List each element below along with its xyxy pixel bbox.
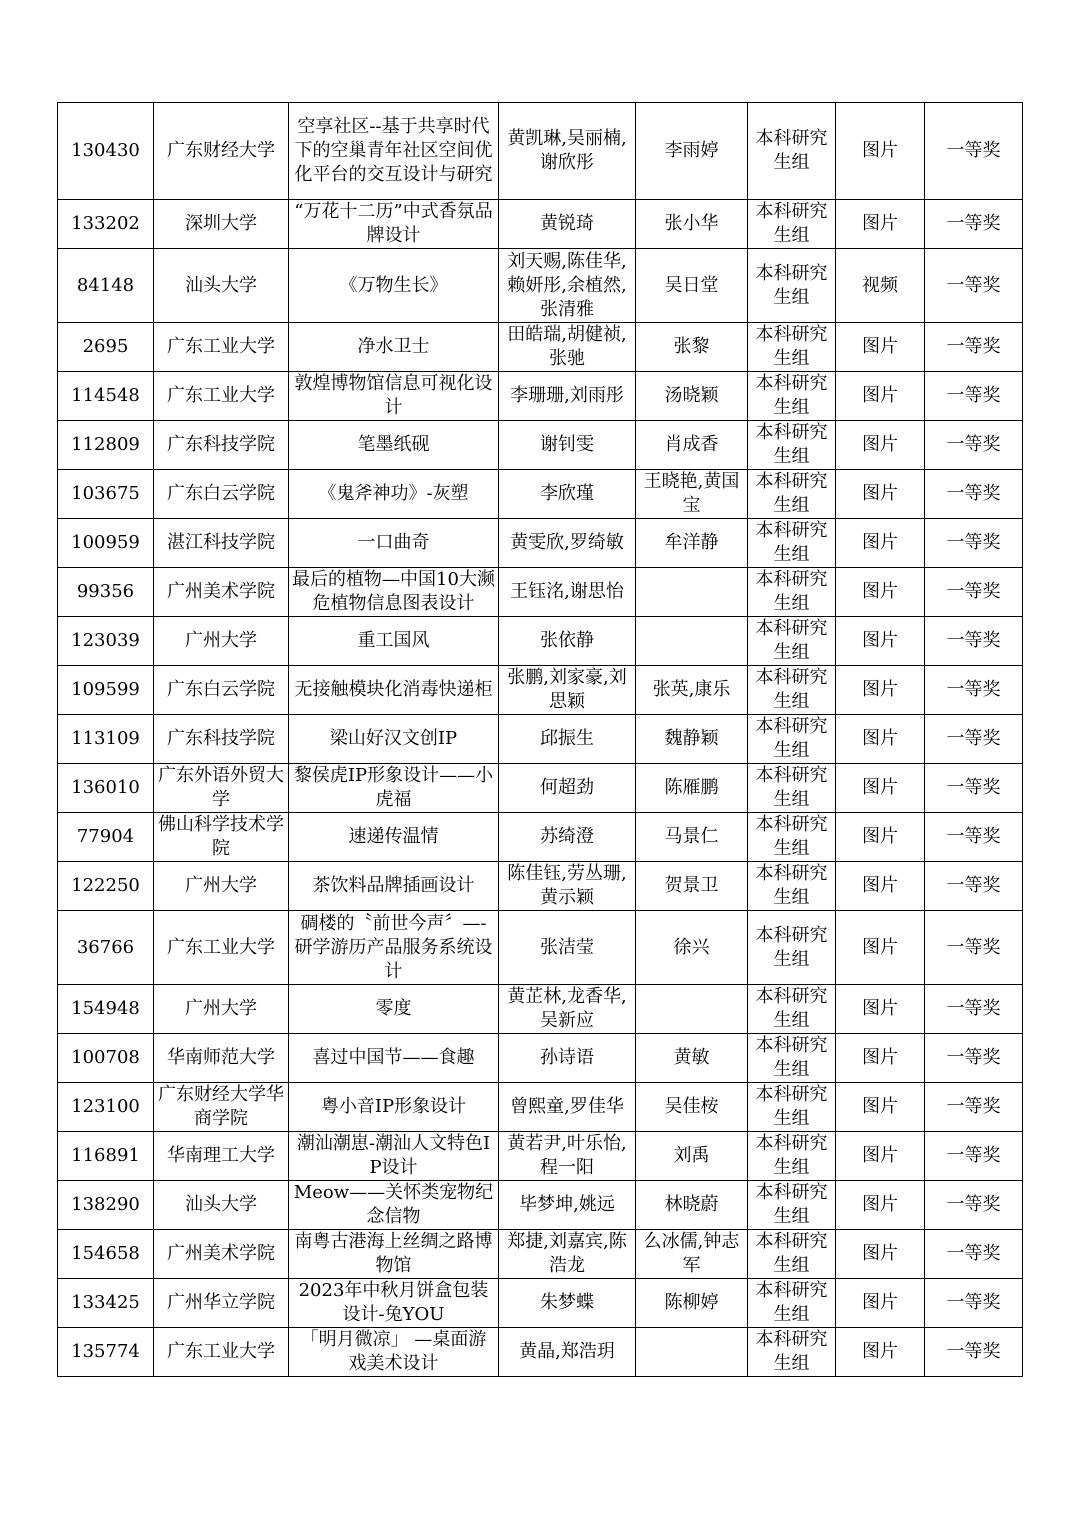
group-cell: 本科研究生组: [748, 372, 836, 421]
table-row: [58, 249, 1023, 323]
authors-cell: 黄锐琦: [499, 200, 636, 249]
authors-cell: 黄晶,郑浩玥: [499, 1328, 636, 1377]
media-type-cell: 图片: [836, 666, 925, 715]
school-cell: 广东工业大学: [154, 372, 289, 421]
media-type-cell: 图片: [836, 568, 925, 617]
entry-id-cell: 135774: [58, 1328, 154, 1377]
school-cell: 广州大学: [154, 862, 289, 911]
award-cell: 一等奖: [925, 1328, 1023, 1377]
advisor-cell: 吴日堂: [636, 249, 748, 323]
entry-id-cell: 100708: [58, 1034, 154, 1083]
authors-cell: 孙诗语: [499, 1034, 636, 1083]
work-title-cell: 笔墨纸砚: [289, 421, 499, 470]
work-title-cell: 最后的植物—中国10大濒危植物信息图表设计: [289, 568, 499, 617]
group-cell: 本科研究生组: [748, 249, 836, 323]
media-type-cell: 图片: [836, 470, 925, 519]
school-cell: 汕头大学: [154, 249, 289, 323]
school-cell: 广州大学: [154, 617, 289, 666]
school-cell: 湛江科技学院: [154, 519, 289, 568]
advisor-cell: 魏静颖: [636, 715, 748, 764]
award-cell: 一等奖: [925, 470, 1023, 519]
work-title-cell: 黎侯虎IP形象设计——小虎福: [289, 764, 499, 813]
work-title-cell: 重工国风: [289, 617, 499, 666]
awards-table: [57, 102, 1023, 1377]
media-type-cell: 图片: [836, 323, 925, 372]
school-cell: 广州美术学院: [154, 1230, 289, 1279]
table-row: [58, 862, 1023, 911]
advisor-cell: 刘禹: [636, 1132, 748, 1181]
award-cell: 一等奖: [925, 249, 1023, 323]
work-title-cell: 2023年中秋月饼盒包装设计-兔YOU: [289, 1279, 499, 1328]
table-row: [58, 666, 1023, 715]
group-cell: 本科研究生组: [748, 862, 836, 911]
entry-id-cell: 36766: [58, 911, 154, 985]
authors-cell: 朱梦蝶: [499, 1279, 636, 1328]
entry-id-cell: 116891: [58, 1132, 154, 1181]
award-cell: 一等奖: [925, 1230, 1023, 1279]
table-row: [58, 103, 1023, 200]
media-type-cell: 图片: [836, 103, 925, 200]
group-cell: 本科研究生组: [748, 1230, 836, 1279]
entry-id-cell: 154658: [58, 1230, 154, 1279]
table-row: [58, 985, 1023, 1034]
group-cell: 本科研究生组: [748, 470, 836, 519]
media-type-cell: 图片: [836, 715, 925, 764]
advisor-cell: 王晓艳,黄国宝: [636, 470, 748, 519]
authors-cell: 黄雯欣,罗绮敏: [499, 519, 636, 568]
authors-cell: 何超劲: [499, 764, 636, 813]
award-cell: 一等奖: [925, 813, 1023, 862]
advisor-cell: 贺景卫: [636, 862, 748, 911]
entry-id-cell: 103675: [58, 470, 154, 519]
work-title-cell: 南粤古港海上丝绸之路博物馆: [289, 1230, 499, 1279]
table-row: [58, 1230, 1023, 1279]
award-cell: 一等奖: [925, 103, 1023, 200]
media-type-cell: 视频: [836, 249, 925, 323]
entry-id-cell: 112809: [58, 421, 154, 470]
table-row: [58, 1132, 1023, 1181]
award-cell: 一等奖: [925, 764, 1023, 813]
advisor-cell: 马景仁: [636, 813, 748, 862]
advisor-cell: 肖成香: [636, 421, 748, 470]
media-type-cell: 图片: [836, 1034, 925, 1083]
entry-id-cell: 122250: [58, 862, 154, 911]
advisor-cell: [636, 617, 748, 666]
school-cell: 广东财经大学华商学院: [154, 1083, 289, 1132]
work-title-cell: 粤小音IP形象设计: [289, 1083, 499, 1132]
work-title-cell: 喜过中国节——食趣: [289, 1034, 499, 1083]
authors-cell: 张鹏,刘家豪,刘思颖: [499, 666, 636, 715]
work-title-cell: “万花十二历”中式香氛品牌设计: [289, 200, 499, 249]
school-cell: 广东工业大学: [154, 1328, 289, 1377]
school-cell: 广东工业大学: [154, 911, 289, 985]
award-cell: 一等奖: [925, 323, 1023, 372]
advisor-cell: [636, 568, 748, 617]
work-title-cell: 速递传温情: [289, 813, 499, 862]
table-row: [58, 372, 1023, 421]
work-title-cell: 一口曲奇: [289, 519, 499, 568]
school-cell: 广东科技学院: [154, 715, 289, 764]
advisor-cell: 黄敏: [636, 1034, 748, 1083]
work-title-cell: 碉楼的〝前世今声〞—-研学游历产品服务系统设计: [289, 911, 499, 985]
group-cell: 本科研究生组: [748, 421, 836, 470]
award-cell: 一等奖: [925, 911, 1023, 985]
work-title-cell: 潮汕潮崽-潮汕人文特色IP设计: [289, 1132, 499, 1181]
work-title-cell: 空享社区--基于共享时代下的空巢青年社区空间优化平台的交互设计与研究: [289, 103, 499, 200]
group-cell: 本科研究生组: [748, 1083, 836, 1132]
table-row: [58, 421, 1023, 470]
group-cell: 本科研究生组: [748, 1328, 836, 1377]
media-type-cell: 图片: [836, 1230, 925, 1279]
group-cell: 本科研究生组: [748, 985, 836, 1034]
authors-cell: 张依静: [499, 617, 636, 666]
entry-id-cell: 84148: [58, 249, 154, 323]
work-title-cell: Meow——关怀类宠物纪念信物: [289, 1181, 499, 1230]
table-row: [58, 568, 1023, 617]
table-row: [58, 323, 1023, 372]
authors-cell: 毕梦坤,姚远: [499, 1181, 636, 1230]
media-type-cell: 图片: [836, 911, 925, 985]
media-type-cell: 图片: [836, 985, 925, 1034]
media-type-cell: 图片: [836, 519, 925, 568]
work-title-cell: 敦煌博物馆信息可视化设计: [289, 372, 499, 421]
advisor-cell: 陈柳婷: [636, 1279, 748, 1328]
award-cell: 一等奖: [925, 1132, 1023, 1181]
media-type-cell: 图片: [836, 862, 925, 911]
group-cell: 本科研究生组: [748, 1132, 836, 1181]
table-row: [58, 1328, 1023, 1377]
school-cell: 汕头大学: [154, 1181, 289, 1230]
award-cell: 一等奖: [925, 568, 1023, 617]
advisor-cell: 陈雁鹏: [636, 764, 748, 813]
advisor-cell: 张英,康乐: [636, 666, 748, 715]
award-cell: 一等奖: [925, 519, 1023, 568]
authors-cell: 邱振生: [499, 715, 636, 764]
entry-id-cell: 2695: [58, 323, 154, 372]
advisor-cell: 张小华: [636, 200, 748, 249]
table-row: [58, 470, 1023, 519]
authors-cell: 曾熙童,罗佳华: [499, 1083, 636, 1132]
media-type-cell: 图片: [836, 372, 925, 421]
award-cell: 一等奖: [925, 666, 1023, 715]
award-cell: 一等奖: [925, 862, 1023, 911]
table-row: [58, 200, 1023, 249]
authors-cell: 苏绮澄: [499, 813, 636, 862]
entry-id-cell: 130430: [58, 103, 154, 200]
award-cell: 一等奖: [925, 1181, 1023, 1230]
media-type-cell: 图片: [836, 1181, 925, 1230]
group-cell: 本科研究生组: [748, 1034, 836, 1083]
school-cell: 广东白云学院: [154, 666, 289, 715]
advisor-cell: [636, 1328, 748, 1377]
award-cell: 一等奖: [925, 1279, 1023, 1328]
advisor-cell: 张黎: [636, 323, 748, 372]
entry-id-cell: 138290: [58, 1181, 154, 1230]
authors-cell: 陈佳钰,劳丛珊,黄示颖: [499, 862, 636, 911]
group-cell: 本科研究生组: [748, 715, 836, 764]
school-cell: 华南师范大学: [154, 1034, 289, 1083]
entry-id-cell: 99356: [58, 568, 154, 617]
award-cell: 一等奖: [925, 1034, 1023, 1083]
work-title-cell: 《鬼斧神功》-灰塑: [289, 470, 499, 519]
advisor-cell: 汤晓颖: [636, 372, 748, 421]
entry-id-cell: 133425: [58, 1279, 154, 1328]
group-cell: 本科研究生组: [748, 911, 836, 985]
entry-id-cell: 136010: [58, 764, 154, 813]
media-type-cell: 图片: [836, 1132, 925, 1181]
group-cell: 本科研究生组: [748, 103, 836, 200]
advisor-cell: 徐兴: [636, 911, 748, 985]
table-row: [58, 715, 1023, 764]
table-row: [58, 1279, 1023, 1328]
media-type-cell: 图片: [836, 764, 925, 813]
advisor-cell: 林晓蔚: [636, 1181, 748, 1230]
school-cell: 广州美术学院: [154, 568, 289, 617]
media-type-cell: 图片: [836, 1279, 925, 1328]
authors-cell: 刘天赐,陈佳华,赖妍彤,余植然,张清雅: [499, 249, 636, 323]
advisor-cell: 吴佳桉: [636, 1083, 748, 1132]
award-cell: 一等奖: [925, 200, 1023, 249]
table-row: [58, 519, 1023, 568]
work-title-cell: 零度: [289, 985, 499, 1034]
award-cell: 一等奖: [925, 1083, 1023, 1132]
school-cell: 佛山科学技术学院: [154, 813, 289, 862]
media-type-cell: 图片: [836, 617, 925, 666]
work-title-cell: 无接触模块化消毒快递柜: [289, 666, 499, 715]
authors-cell: 郑捷,刘嘉宾,陈浩龙: [499, 1230, 636, 1279]
award-cell: 一等奖: [925, 421, 1023, 470]
group-cell: 本科研究生组: [748, 764, 836, 813]
school-cell: 广东财经大学: [154, 103, 289, 200]
advisor-cell: 牟洋静: [636, 519, 748, 568]
school-cell: 华南理工大学: [154, 1132, 289, 1181]
award-cell: 一等奖: [925, 985, 1023, 1034]
advisor-cell: [636, 985, 748, 1034]
table-row: [58, 813, 1023, 862]
authors-cell: 黄若尹,叶乐怡,程一阳: [499, 1132, 636, 1181]
group-cell: 本科研究生组: [748, 1279, 836, 1328]
work-title-cell: 净水卫士: [289, 323, 499, 372]
group-cell: 本科研究生组: [748, 666, 836, 715]
authors-cell: 黄芷林,龙香华,吴新应: [499, 985, 636, 1034]
award-cell: 一等奖: [925, 715, 1023, 764]
work-title-cell: 茶饮料品牌插画设计: [289, 862, 499, 911]
group-cell: 本科研究生组: [748, 813, 836, 862]
authors-cell: 谢钊雯: [499, 421, 636, 470]
school-cell: 广州华立学院: [154, 1279, 289, 1328]
entry-id-cell: 154948: [58, 985, 154, 1034]
table-row: [58, 1034, 1023, 1083]
table-row: [58, 764, 1023, 813]
group-cell: 本科研究生组: [748, 617, 836, 666]
school-cell: 广州大学: [154, 985, 289, 1034]
group-cell: 本科研究生组: [748, 200, 836, 249]
entry-id-cell: 123100: [58, 1083, 154, 1132]
group-cell: 本科研究生组: [748, 323, 836, 372]
authors-cell: 李珊珊,刘雨彤: [499, 372, 636, 421]
school-cell: 广东科技学院: [154, 421, 289, 470]
advisor-cell: 李雨婷: [636, 103, 748, 200]
work-title-cell: 梁山好汉文创IP: [289, 715, 499, 764]
authors-cell: 黄凯琳,吴丽楠,谢欣彤: [499, 103, 636, 200]
media-type-cell: 图片: [836, 813, 925, 862]
entry-id-cell: 123039: [58, 617, 154, 666]
authors-cell: 张洁莹: [499, 911, 636, 985]
advisor-cell: 么冰儒,钟志军: [636, 1230, 748, 1279]
entry-id-cell: 133202: [58, 200, 154, 249]
table-row: [58, 911, 1023, 985]
media-type-cell: 图片: [836, 200, 925, 249]
table-row: [58, 1181, 1023, 1230]
group-cell: 本科研究生组: [748, 519, 836, 568]
authors-cell: 王钰洺,谢思怡: [499, 568, 636, 617]
school-cell: 广东白云学院: [154, 470, 289, 519]
entry-id-cell: 100959: [58, 519, 154, 568]
work-title-cell: 《万物生长》: [289, 249, 499, 323]
table-row: [58, 1083, 1023, 1132]
table-row: [58, 617, 1023, 666]
award-cell: 一等奖: [925, 617, 1023, 666]
media-type-cell: 图片: [836, 1083, 925, 1132]
media-type-cell: 图片: [836, 421, 925, 470]
school-cell: 深圳大学: [154, 200, 289, 249]
authors-cell: 田皓瑞,胡健祯,张驰: [499, 323, 636, 372]
media-type-cell: 图片: [836, 1328, 925, 1377]
work-title-cell: 「明月微凉」 —桌面游戏美术设计: [289, 1328, 499, 1377]
group-cell: 本科研究生组: [748, 568, 836, 617]
school-cell: 广东工业大学: [154, 323, 289, 372]
authors-cell: 李欣瑾: [499, 470, 636, 519]
group-cell: 本科研究生组: [748, 1181, 836, 1230]
school-cell: 广东外语外贸大学: [154, 764, 289, 813]
awards-table-body: [58, 103, 1023, 1377]
award-cell: 一等奖: [925, 372, 1023, 421]
entry-id-cell: 77904: [58, 813, 154, 862]
entry-id-cell: 109599: [58, 666, 154, 715]
entry-id-cell: 113109: [58, 715, 154, 764]
entry-id-cell: 114548: [58, 372, 154, 421]
